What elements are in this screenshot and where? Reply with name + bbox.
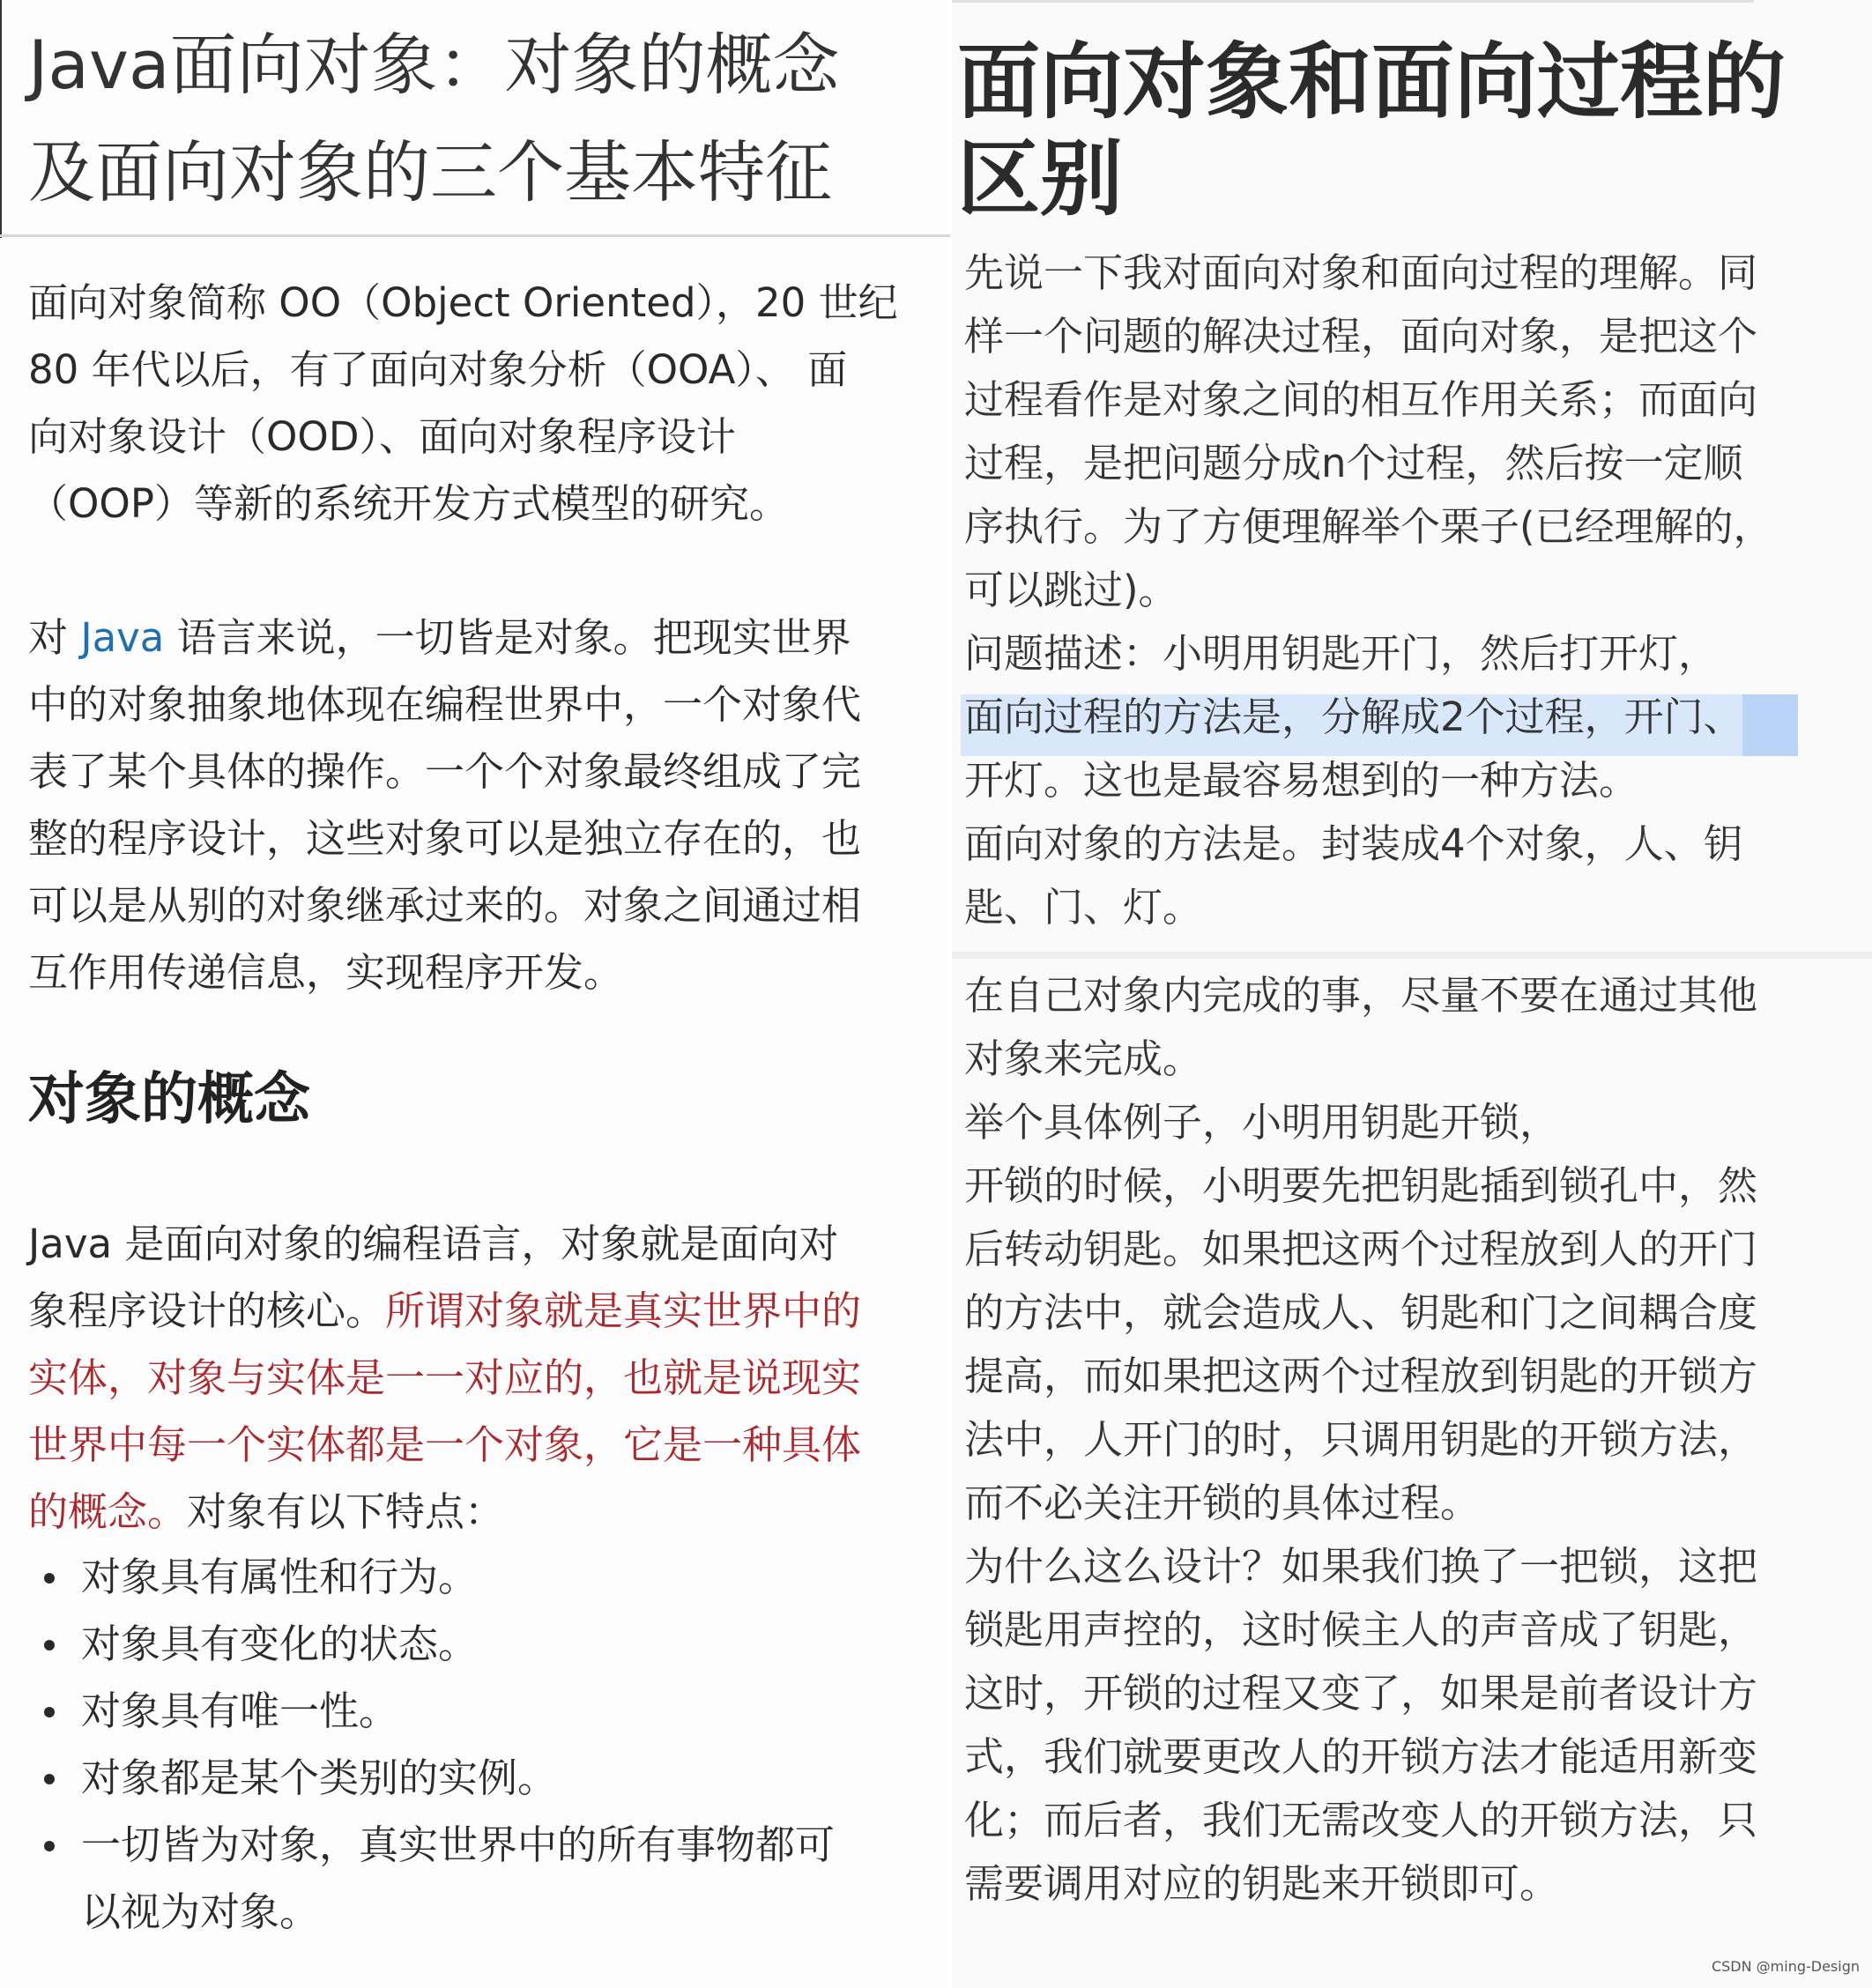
list-item-text: 以视为对象。 [81, 1888, 320, 1935]
comparison-title-line-2: 区别 [957, 131, 1124, 227]
example-line: 化；而后者，我们无需改变人的开锁方法，只 [964, 1797, 1758, 1843]
emphasis-text: 所谓对象就是真实世界中的 [385, 1287, 862, 1334]
left-border [0, 0, 2, 238]
text-fragment: 对象有以下特点： [187, 1488, 505, 1535]
comparison-title-line-1: 面向对象和面向过程的 [957, 34, 1787, 130]
emphasis-line: 世界中每一个实体都是一个对象，它是一种具体 [28, 1421, 862, 1468]
list-item-text: 对象具有唯一性。 [81, 1688, 399, 1734]
intro-line: 面向对象简称 OO（Object Oriented），20 世纪 [28, 279, 898, 326]
top-divider [952, 0, 1754, 3]
intro-line: 80 年代以后，有了面向对象分析（OOA）、 面 [28, 346, 848, 393]
concept-paragraph [28, 1211, 936, 1546]
example-line: 锁匙用声控的，这时候主人的声音成了钥匙， [964, 1606, 1758, 1653]
list-item [28, 1611, 936, 1678]
example-line: 后转动钥匙。如果把这两个过程放到人的开门 [964, 1226, 1758, 1272]
section-heading: 对象的概念 [28, 1067, 310, 1132]
bullet-icon [44, 1573, 55, 1584]
java-paragraph [28, 605, 936, 1006]
intro-line: （OOP）等新的系统开发方式模型的研究。 [28, 480, 789, 527]
explanation-line: 过程，是把问题分成n个过程，然后按一定顺 [964, 440, 1743, 486]
java-paragraph-line [28, 605, 936, 671]
list-item [28, 1745, 936, 1812]
bullet-icon [44, 1707, 55, 1717]
java-paragraph-line: 表了某个具体的操作。一个个对象最终组成了完 [28, 748, 862, 795]
list-item [28, 1678, 936, 1745]
selected-line[interactable]: 面向过程的方法是，分解成2个过程，开门、 [964, 694, 1743, 740]
java-paragraph-line: 中的对象抽象地体现在编程世界中，一个对象代 [28, 681, 862, 728]
concept-line: Java 是面向对象的编程语言，对象就是面向对 [28, 1220, 839, 1267]
text-fragment: 象程序设计的核心。 [28, 1287, 386, 1334]
java-paragraph-line: 整的程序设计，这些对象可以是独立存在的，也 [28, 815, 862, 862]
example-line: 对象来完成。 [964, 1035, 1203, 1082]
list-item [28, 1812, 936, 1946]
list-item-text: 一切皆为对象，真实世界中的所有事物都可 [81, 1821, 836, 1868]
explanation-line: 可以跳过)。 [964, 567, 1178, 613]
example-line: 需要调用对应的钥匙来开锁即可。 [964, 1860, 1560, 1907]
list-item-text: 对象具有变化的状态。 [81, 1621, 479, 1667]
example-line: 为什么这么设计？如果我们换了一把锁，这把 [964, 1543, 1758, 1590]
list-item-text: 对象都是某个类别的实例。 [81, 1754, 558, 1801]
explanation-line: 面向对象的方法是。封装成4个对象，人、钥 [964, 820, 1743, 867]
explanation-line: 过程看作是对象之间的相互作用关系；而面向 [964, 376, 1758, 423]
explanation-line: 开灯。这也是最容易想到的一种方法。 [964, 757, 1639, 804]
intro-paragraph [28, 270, 936, 538]
java-link[interactable]: Java [80, 614, 165, 661]
watermark-credit: CSDN @ming-Design [1711, 1958, 1860, 1975]
example-paragraph [964, 964, 1863, 1916]
concept-line [28, 1479, 936, 1546]
bullet-icon [44, 1774, 55, 1784]
example-line: 的方法中，就会造成人、钥匙和门之间耦合度 [964, 1289, 1758, 1336]
article-title-line-2: 及面向对象的三个基本特征 [28, 133, 832, 211]
section-divider [952, 952, 1872, 959]
example-line: 而不必关注开锁的具体过程。 [964, 1480, 1481, 1526]
concept-line [28, 1278, 936, 1345]
bullet-icon [44, 1841, 55, 1851]
list-item-text: 对象具有属性和行为。 [81, 1554, 479, 1600]
example-line: 举个具体例子，小明用钥匙开锁， [964, 1099, 1560, 1146]
explanation-line: 匙、门、灯。 [964, 884, 1203, 931]
emphasis-text: 的概念。 [28, 1488, 188, 1535]
java-paragraph-line: 互作用传递信息，实现程序开发。 [28, 949, 624, 996]
explanation-line: 先说一下我对面向对象和面向过程的理解。同 [964, 249, 1758, 296]
text-fragment: 对 [28, 614, 81, 661]
explanation-line: 样一个问题的解决过程，面向对象，是把这个 [964, 313, 1758, 360]
java-paragraph-line: 可以是从别的对象继承过来的。对象之间通过相 [28, 882, 862, 929]
example-line: 提高，而如果把这两个过程放到钥匙的开锁方 [964, 1353, 1758, 1399]
right-article-panel [952, 0, 1872, 1988]
article-title-line-1: Java面向对象：对象的概念 [28, 26, 840, 104]
example-line: 开锁的时候，小明要先把钥匙插到锁孔中，然 [964, 1162, 1758, 1209]
text-fragment: 语言来说，一切皆是对象。把现实世界 [164, 614, 851, 661]
emphasis-line: 实体，对象与实体是一一对应的，也就是说现实 [28, 1354, 862, 1401]
example-line: 法中，人开门的时，只调用钥匙的开锁方法， [964, 1416, 1758, 1463]
example-line: 这时，开锁的过程又变了，如果是前者设计方 [964, 1670, 1758, 1717]
feature-list [28, 1544, 936, 1946]
example-line: 式，我们就要更改人的开锁方法才能适用新变 [964, 1733, 1758, 1780]
intro-line: 向对象设计（OOD）、面向对象程序设计 [28, 413, 736, 460]
example-line: 在自己对象内完成的事，尽量不要在通过其他 [964, 972, 1758, 1019]
title-divider [0, 234, 950, 237]
bullet-icon [44, 1640, 55, 1650]
explanation-line: 问题描述：小明用钥匙开门，然后打开灯， [964, 630, 1719, 677]
explanation-line: 序执行。为了方便理解举个栗子(已经理解的， [964, 503, 1773, 550]
explanation-paragraph [964, 241, 1863, 939]
list-item [28, 1544, 936, 1611]
